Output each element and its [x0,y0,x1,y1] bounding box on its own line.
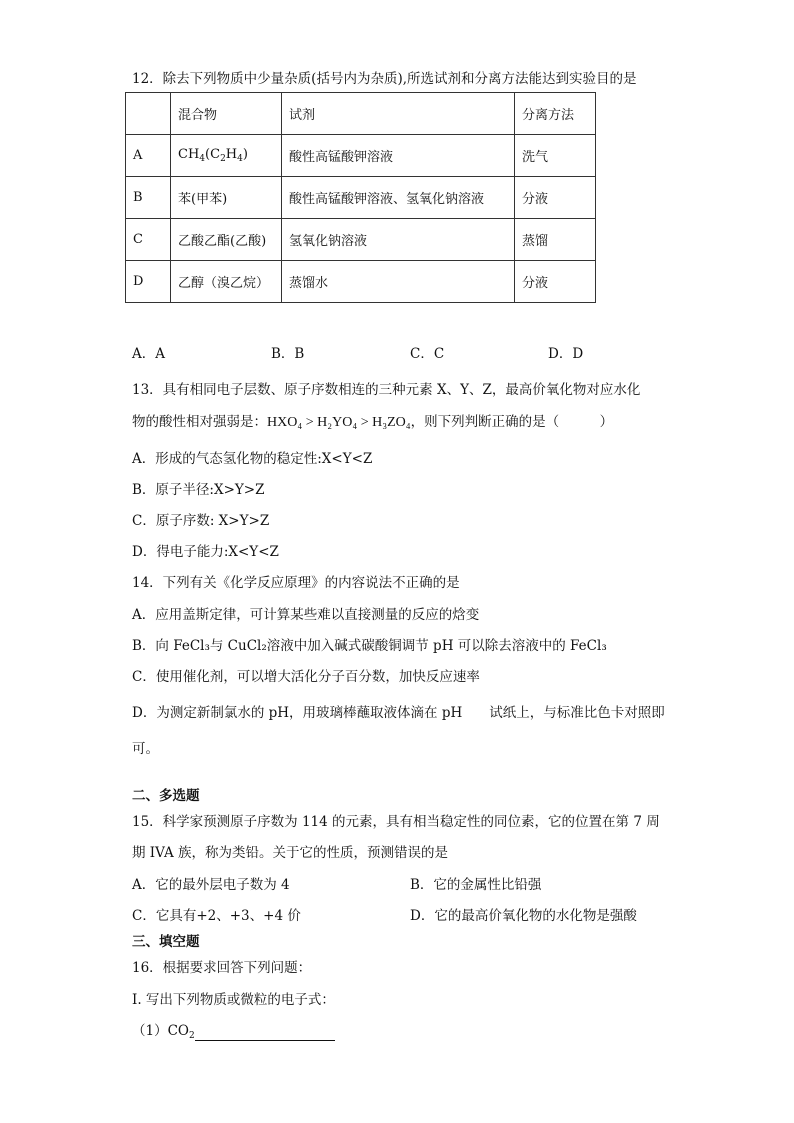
mixture-cell: 乙酸乙酯(乙酸) [171,219,282,261]
q12-option-b: B．B [271,346,305,362]
row-label: C [126,219,171,261]
table-row [126,219,596,261]
table-header-cell: 混合物 [171,93,282,135]
q13-stem-pre: 物的酸性相对强弱是： [132,414,267,430]
q13-option-d: D．得电子能力:X<Y<Z [132,544,279,560]
q16-part1: I. 写出下列物质或微粒的电子式： [132,992,335,1008]
table-header-row [126,93,596,135]
q14-option-d: D．为测定新制氯水的 pH，用玻璃棒蘸取液体滴在 pH 试纸上，与标准比色卡对照即 [132,705,665,721]
q15-option-d: D．它的最高价氧化物的水化物是强酸 [410,908,637,924]
answer-blank[interactable] [195,1026,335,1041]
q15-stem-line1: 15．科学家预测原子序数为 114 的元素，具有相当稳定性的同位素，它的位置在第 7 周 [132,814,660,830]
q13-stem-post: ，则下列判断正确的是（ ） [410,414,614,430]
reagent-cell: 酸性高锰酸钾溶液、氢氧化钠溶液 [282,177,515,219]
q15-stem-line2: 期 IVA 族，称为类铅。关于它的性质，预测错误的是 [132,845,448,861]
q13-stem-line1: 13．具有相同电子层数、原子序数相连的三种元素 X、Y、Z，最高价氧化物对应水化 [132,382,641,398]
row-label: B [126,177,171,219]
method-cell: 分液 [515,177,596,219]
q16-item1-label: （1）CO [132,1023,189,1039]
q14-stem: 14．下列有关《化学反应原理》的内容说法不正确的是 [132,575,460,591]
q16-item1-sub: 2 [189,1031,195,1041]
q14-option-c: C．使用催化剂，可以增大活化分子百分数，加快反应速率 [132,669,480,685]
method-cell: 分液 [515,261,596,303]
table-header-cell [126,93,171,135]
section-heading-fill-blank: 三、填空题 [132,934,200,950]
table-header-cell: 分离方法 [515,93,596,135]
q14-option-a: A．应用盖斯定律，可计算某些难以直接测量的反应的焓变 [132,607,480,623]
q13-option-a: A．形成的气态氢化物的稳定性:X<Y<Z [132,451,373,467]
q12-option-c: C．C [410,346,445,362]
table-header-cell: 试剂 [282,93,515,135]
reagent-cell: 酸性高锰酸钾溶液 [282,135,515,177]
reagent-cell: 氢氧化钠溶液 [282,219,515,261]
q14-option-d-cont: 可。 [132,741,159,757]
q13-option-b: B．原子半径:X>Y>Z [132,482,265,498]
method-cell: 蒸馏 [515,219,596,261]
q12-table [125,92,596,303]
row-label: A [126,135,171,177]
mixture-cell: $CH_4(C_2H_4)$ [171,135,282,177]
q15-option-b: B．它的金属性比铅强 [410,877,542,893]
q12-stem: 12．除去下列物质中少量杂质(括号内为杂质),所选试剂和分离方法能达到实验目的是 [132,71,637,87]
q16-item1 [132,1019,335,1041]
acid-strength-formula: HXO₄ > H₂YO₄ > H₃ZO₄ [267,415,411,430]
q15-option-c: C．它具有+2、+3、+4 价 [132,908,301,924]
q13-option-c: C．原子序数: X>Y>Z [132,513,270,529]
table-row [126,135,596,177]
q14-option-b: B．向 FeCl₃与 CuCl₂溶液中加入碱式碳酸铜调节 pH 可以除去溶液中的 FeCl₃ [132,638,607,654]
reagent-cell: 蒸馏水 [282,261,515,303]
mixture-cell: 苯(甲苯) [171,177,282,219]
table-row [126,177,596,219]
q12-option-a: A．A [132,346,165,362]
q12-option-d: D．D [548,346,584,362]
mixture-cell: 乙醇（溴乙烷） [171,261,282,303]
q13-stem-line2 [132,410,613,431]
table-row [126,261,596,303]
q16-stem: 16．根据要求回答下列问题： [132,960,312,976]
method-cell: 洗气 [515,135,596,177]
section-heading-multi-choice: 二、多选题 [132,788,200,804]
q15-option-a: A．它的最外层电子数为 4 [132,877,290,893]
row-label: D [126,261,171,303]
